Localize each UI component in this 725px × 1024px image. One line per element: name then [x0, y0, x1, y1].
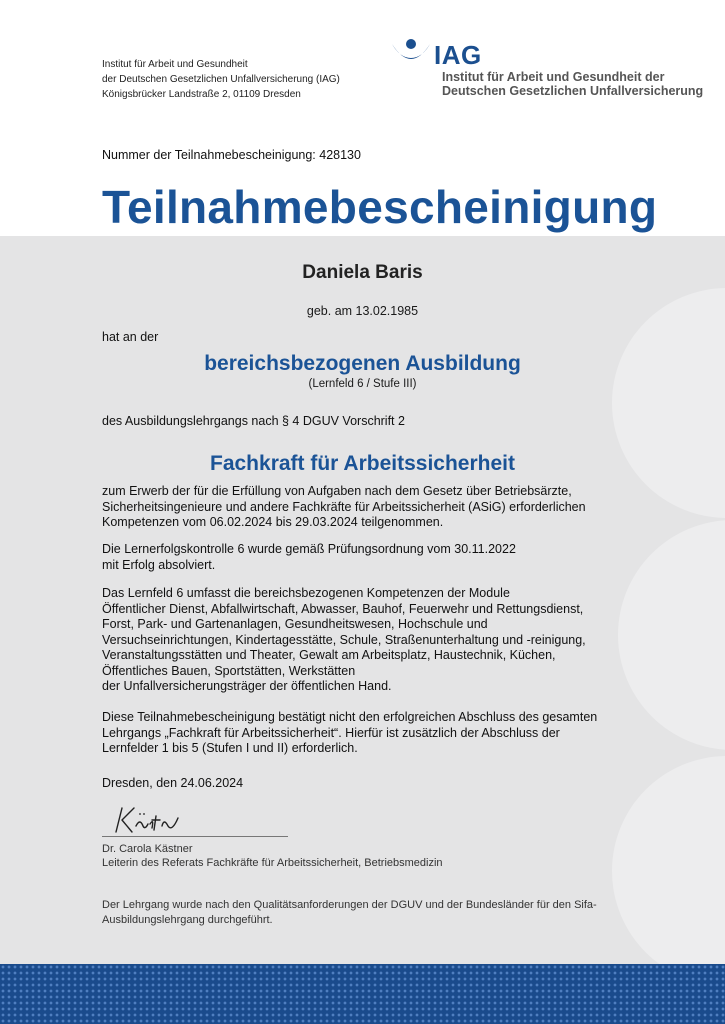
paragraph-line: Sicherheitsingenieure und andere Fachkräfte für Arbeitssicherheit (ASiG) erforderlichen [102, 499, 586, 514]
paragraph-line: Lernfelder 1 bis 5 (Stufen I und II) erforderlich. [102, 741, 358, 755]
logo-subtitle-line: Institut für Arbeit und Gesundheit der [442, 70, 665, 84]
footnote [102, 898, 597, 928]
qualification-title: Fachkraft für Arbeitssicherheit [210, 452, 515, 475]
paragraph-line: Öffentliches Bauen, Sportstätten, Werkstätten [102, 663, 356, 678]
participant-name: Daniela Baris [302, 262, 423, 283]
paragraph-line: Veranstaltungsstätten und Theater, Gewalt am Arbeitsplatz, Haustechnik, Küchen, [102, 648, 556, 662]
paragraph-line: der Unfallversicherungsträger der öffentlichen Hand. [102, 679, 392, 693]
paragraph-line: Versuchseinrichtungen, Kindertagesstätte, Schule, Straßenunterhaltung und -reinigung, [102, 632, 586, 647]
paragraph-line: mit Erfolg absolviert. [102, 557, 216, 572]
intro-text: hat an der [102, 330, 159, 344]
logo-subtitle-line: Deutschen Gesetzlichen Unfallversicherung [442, 84, 704, 98]
address-line: der Deutschen Gesetzlichen Unfallversicherung (IAG) [102, 74, 340, 85]
paragraph-line: Kompetenzen vom 06.02.2024 bis 29.03.2024 teilgenommen. [102, 515, 444, 529]
training-level: (Lernfeld 6 / Stufe III) [308, 378, 417, 390]
signature-line [102, 836, 288, 837]
paragraph-line: Öffentlicher Dienst, Abfallwirtschaft, Abwasser, Bauhof, Feuerwehr und Rettungsdienst, [102, 601, 584, 616]
paragraph-disclaimer [102, 710, 597, 757]
decorative-circle [612, 288, 725, 518]
paragraph-line: Die Lernerfolgskontrolle 6 wurde gemäß Prüfungsordnung vom 30.11.2022 [102, 542, 516, 556]
training-title: bereichsbezogenen Ausbildung [204, 352, 521, 375]
paragraph-line: Diese Teilnahmebescheinigung bestätigt nicht den erfolgreichen Abschluss des gesamten [102, 710, 598, 724]
footnote-line: Ausbildungslehrgang durchgeführt. [102, 914, 273, 926]
institute-address [102, 57, 340, 102]
handwritten-signature [112, 804, 182, 838]
birth-date: geb. am 13.02.1985 [306, 304, 419, 318]
address-line: Institut für Arbeit und Gesundheit [102, 59, 248, 70]
logo-subtitle [442, 70, 703, 98]
signer-role: Leiterin des Referats Fachkräfte für Arbeitssicherheit, Betriebsmedizin [102, 857, 443, 869]
certificate-title: Teilnahmebescheinigung [102, 181, 658, 233]
paragraph-line: Lehrgangs „Fachkraft für Arbeitssicherheit“. Hierfür ist zusätzlich der Abschluss der [102, 725, 560, 740]
decorative-circle [612, 756, 725, 964]
iag-logo-icon [390, 36, 432, 72]
address-line: Königsbrücker Landstraße 2, 01109 Dresden [102, 89, 301, 100]
logo-abbr: IAG [434, 40, 482, 70]
paragraph-exam [102, 542, 516, 573]
iag-logo [390, 36, 704, 106]
decorative-circle [618, 520, 725, 750]
course-line: des Ausbildungslehrgangs nach § 4 DGUV Vorschrift 2 [102, 414, 405, 428]
signer-name: Dr. Carola Kästner [102, 843, 193, 855]
footer-dot-band [0, 964, 725, 1024]
paragraph-line: zum Erwerb der für die Erfüllung von Aufgaben nach dem Gesetz über Betriebsärzte, [102, 484, 572, 498]
footnote-line: Der Lehrgang wurde nach den Qualitätsanforderungen der DGUV und der Bundesländer für den Sifa- [102, 899, 597, 911]
paragraph-line: Forst, Park- und Gartenanlagen, Gesundheitswesen, Hochschule und [102, 617, 488, 631]
signer-block [102, 842, 443, 870]
paragraph-modules [102, 586, 586, 695]
paragraph-line: Das Lernfeld 6 umfasst die bereichsbezogenen Kompetenzen der Module [102, 586, 510, 600]
certificate-number: Nummer der Teilnahmebescheinigung: 428130 [102, 148, 361, 162]
paragraph-participation [102, 484, 586, 531]
place-date: Dresden, den 24.06.2024 [102, 776, 244, 790]
